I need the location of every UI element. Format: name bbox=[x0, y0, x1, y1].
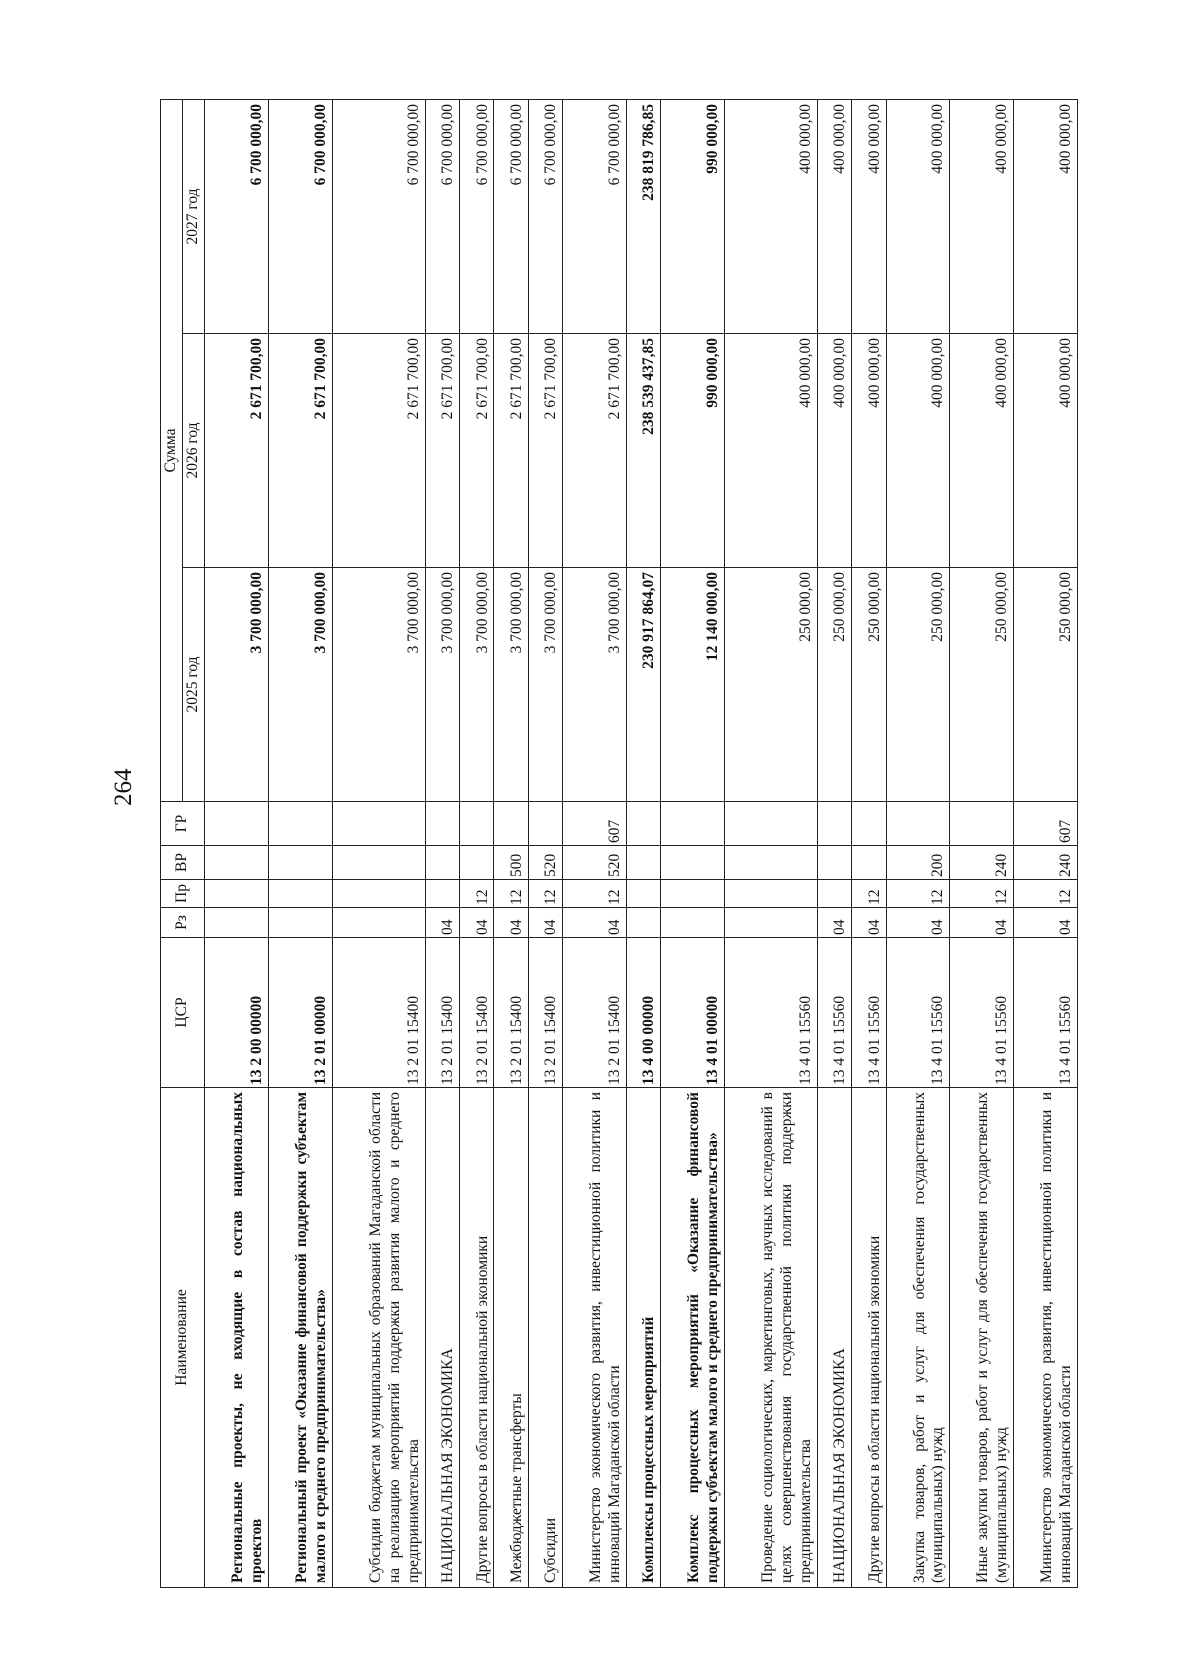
table-row bbox=[660, 99, 724, 1587]
budget-table-wrapper bbox=[160, 100, 1078, 1588]
row-pr-cell: 12 bbox=[886, 880, 950, 908]
row-2026-cell: 2 671 700,00 bbox=[494, 334, 528, 568]
row-pr-cell: 12 bbox=[528, 880, 562, 908]
row-pr-cell bbox=[425, 880, 459, 908]
row-gr-cell bbox=[205, 802, 269, 846]
row-csr-cell: 13 4 01 15560 bbox=[950, 938, 1014, 1088]
table-row bbox=[818, 99, 852, 1587]
row-vr-cell: 520 bbox=[528, 846, 562, 880]
row-pr-cell: 12 bbox=[950, 880, 1014, 908]
row-pr-cell bbox=[660, 880, 724, 908]
row-pr-cell: 12 bbox=[562, 880, 626, 908]
row-pr-cell bbox=[626, 880, 660, 908]
row-2025-cell: 250 000,00 bbox=[886, 568, 950, 802]
row-name-cell: Министерство экономического развития, инвестиционной политики и инноваций Магаданской области bbox=[1014, 1088, 1078, 1588]
row-gr-cell bbox=[852, 802, 886, 846]
row-name-cell: Министерство экономического развития, инвестиционной политики и инноваций Магаданской области bbox=[562, 1088, 626, 1588]
header-2027: 2027 год bbox=[183, 99, 205, 333]
row-vr-cell bbox=[660, 846, 724, 880]
row-gr-cell bbox=[268, 802, 332, 846]
row-name-cell: Закупка товаров, работ и услуг для обеспечения государственных (муниципальных) нужд bbox=[886, 1088, 950, 1588]
row-rz-cell: 04 bbox=[425, 908, 459, 938]
row-vr-cell: 240 bbox=[950, 846, 1014, 880]
row-2026-cell: 400 000,00 bbox=[1014, 334, 1078, 568]
table-row bbox=[852, 99, 886, 1587]
row-rz-cell: 04 bbox=[818, 908, 852, 938]
page-number: 264 bbox=[110, 768, 137, 806]
header-2026: 2026 год bbox=[183, 334, 205, 568]
row-2027-cell: 400 000,00 bbox=[818, 99, 852, 333]
row-vr-cell bbox=[425, 846, 459, 880]
row-csr-cell: 13 4 01 15560 bbox=[1014, 938, 1078, 1088]
row-name-cell: Комплексы процессных мероприятий bbox=[626, 1088, 660, 1588]
row-2026-cell: 990 000,00 bbox=[660, 334, 724, 568]
row-csr-cell: 13 2 01 15400 bbox=[332, 938, 425, 1088]
row-2026-cell: 400 000,00 bbox=[852, 334, 886, 568]
row-rz-cell bbox=[626, 908, 660, 938]
row-vr-cell: 520 bbox=[562, 846, 626, 880]
row-pr-cell bbox=[332, 880, 425, 908]
row-vr-cell bbox=[332, 846, 425, 880]
row-2025-cell: 3 700 000,00 bbox=[425, 568, 459, 802]
row-2025-cell: 250 000,00 bbox=[950, 568, 1014, 802]
row-csr-cell: 13 4 00 00000 bbox=[626, 938, 660, 1088]
row-gr-cell bbox=[332, 802, 425, 846]
row-2027-cell: 6 700 000,00 bbox=[205, 99, 269, 333]
row-gr-cell bbox=[950, 802, 1014, 846]
table-row bbox=[332, 99, 425, 1587]
row-name-cell: Другие вопросы в области национальной экономики bbox=[852, 1088, 886, 1588]
row-gr-cell bbox=[494, 802, 528, 846]
header-gr: ГР bbox=[161, 802, 205, 846]
row-rz-cell: 04 bbox=[950, 908, 1014, 938]
row-csr-cell: 13 2 01 15400 bbox=[425, 938, 459, 1088]
row-2026-cell: 400 000,00 bbox=[886, 334, 950, 568]
row-2025-cell: 250 000,00 bbox=[818, 568, 852, 802]
row-csr-cell: 13 4 01 15560 bbox=[818, 938, 852, 1088]
row-csr-cell: 13 4 01 00000 bbox=[660, 938, 724, 1088]
row-gr-cell bbox=[528, 802, 562, 846]
row-vr-cell bbox=[724, 846, 817, 880]
row-vr-cell: 500 bbox=[494, 846, 528, 880]
row-2027-cell: 400 000,00 bbox=[886, 99, 950, 333]
row-2025-cell: 3 700 000,00 bbox=[268, 568, 332, 802]
row-2027-cell: 6 700 000,00 bbox=[268, 99, 332, 333]
row-gr-cell bbox=[724, 802, 817, 846]
table-row bbox=[950, 99, 1014, 1587]
row-gr-cell bbox=[626, 802, 660, 846]
row-2026-cell: 400 000,00 bbox=[818, 334, 852, 568]
row-gr-cell bbox=[886, 802, 950, 846]
row-2027-cell: 6 700 000,00 bbox=[425, 99, 459, 333]
row-name-cell: Субсидии бюджетам муниципальных образований Магаданской области на реализацию мероприятий поддержки развития малого и среднего предпринимательства bbox=[332, 1088, 425, 1588]
row-2025-cell: 250 000,00 bbox=[852, 568, 886, 802]
row-vr-cell bbox=[268, 846, 332, 880]
table-row bbox=[626, 99, 660, 1587]
row-2027-cell: 6 700 000,00 bbox=[528, 99, 562, 333]
row-rz-cell bbox=[724, 908, 817, 938]
row-pr-cell: 12 bbox=[494, 880, 528, 908]
row-2026-cell: 2 671 700,00 bbox=[205, 334, 269, 568]
row-2025-cell: 3 700 000,00 bbox=[460, 568, 494, 802]
row-csr-cell: 13 2 01 15400 bbox=[562, 938, 626, 1088]
row-gr-cell: 607 bbox=[1014, 802, 1078, 846]
table-row bbox=[1014, 99, 1078, 1587]
row-name-cell: НАЦИОНАЛЬНАЯ ЭКОНОМИКА bbox=[425, 1088, 459, 1588]
table-row bbox=[425, 99, 459, 1587]
header-csr: ЦСР bbox=[161, 938, 205, 1088]
row-rz-cell: 04 bbox=[460, 908, 494, 938]
row-2026-cell: 2 671 700,00 bbox=[332, 334, 425, 568]
row-vr-cell bbox=[460, 846, 494, 880]
row-name-cell: Межбюджетные трансферты bbox=[494, 1088, 528, 1588]
row-csr-cell: 13 4 01 15560 bbox=[886, 938, 950, 1088]
table-row bbox=[562, 99, 626, 1587]
row-pr-cell bbox=[205, 880, 269, 908]
table-body bbox=[205, 99, 1078, 1587]
row-2027-cell: 400 000,00 bbox=[724, 99, 817, 333]
row-pr-cell bbox=[818, 880, 852, 908]
row-2027-cell: 238 819 786,85 bbox=[626, 99, 660, 333]
row-2027-cell: 6 700 000,00 bbox=[460, 99, 494, 333]
header-2025: 2025 год bbox=[183, 568, 205, 802]
row-2025-cell: 230 917 864,07 bbox=[626, 568, 660, 802]
row-gr-cell: 607 bbox=[562, 802, 626, 846]
row-name-cell: Субсидии bbox=[528, 1088, 562, 1588]
row-2026-cell: 2 671 700,00 bbox=[460, 334, 494, 568]
row-pr-cell: 12 bbox=[460, 880, 494, 908]
row-name-cell: Региональный проект «Оказание финансовой поддержки субъектам малого и среднего предпринимательства» bbox=[268, 1088, 332, 1588]
row-rz-cell: 04 bbox=[852, 908, 886, 938]
row-2026-cell: 2 671 700,00 bbox=[268, 334, 332, 568]
header-pr: Пр bbox=[161, 880, 205, 908]
table-row bbox=[494, 99, 528, 1587]
row-pr-cell bbox=[268, 880, 332, 908]
row-vr-cell bbox=[205, 846, 269, 880]
row-2026-cell: 2 671 700,00 bbox=[528, 334, 562, 568]
row-name-cell: Иные закупки товаров, работ и услуг для обеспечения государственных (муниципальных) нужд bbox=[950, 1088, 1014, 1588]
row-gr-cell bbox=[425, 802, 459, 846]
row-vr-cell: 200 bbox=[886, 846, 950, 880]
row-2025-cell: 3 700 000,00 bbox=[494, 568, 528, 802]
table-row bbox=[205, 99, 269, 1587]
row-rz-cell: 04 bbox=[1014, 908, 1078, 938]
row-2026-cell: 400 000,00 bbox=[950, 334, 1014, 568]
row-2025-cell: 250 000,00 bbox=[724, 568, 817, 802]
row-csr-cell: 13 2 01 15400 bbox=[528, 938, 562, 1088]
row-2027-cell: 400 000,00 bbox=[1014, 99, 1078, 333]
header-rz: Рз bbox=[161, 908, 205, 938]
row-2025-cell: 250 000,00 bbox=[1014, 568, 1078, 802]
table-row bbox=[268, 99, 332, 1587]
row-csr-cell: 13 2 01 00000 bbox=[268, 938, 332, 1088]
header-vr: ВР bbox=[161, 846, 205, 880]
row-csr-cell: 13 4 01 15560 bbox=[852, 938, 886, 1088]
row-gr-cell bbox=[660, 802, 724, 846]
row-rz-cell bbox=[205, 908, 269, 938]
row-vr-cell bbox=[852, 846, 886, 880]
row-csr-cell: 13 4 01 15560 bbox=[724, 938, 817, 1088]
row-rz-cell: 04 bbox=[494, 908, 528, 938]
row-rz-cell: 04 bbox=[562, 908, 626, 938]
row-2025-cell: 3 700 000,00 bbox=[562, 568, 626, 802]
row-pr-cell: 12 bbox=[852, 880, 886, 908]
row-2027-cell: 6 700 000,00 bbox=[562, 99, 626, 333]
row-2025-cell: 3 700 000,00 bbox=[205, 568, 269, 802]
row-2027-cell: 6 700 000,00 bbox=[332, 99, 425, 333]
row-2027-cell: 400 000,00 bbox=[852, 99, 886, 333]
row-rz-cell bbox=[660, 908, 724, 938]
row-name-cell: Комплекс процессных мероприятий «Оказание финансовой поддержки субъектам малого и среднего предпринимательства» bbox=[660, 1088, 724, 1588]
row-name-cell: Проведение социологических, маркетинговых, научных исследований в целях совершенствования государственной политики поддержки предпринимательства bbox=[724, 1088, 817, 1588]
row-2026-cell: 400 000,00 bbox=[724, 334, 817, 568]
table-row bbox=[886, 99, 950, 1587]
row-2026-cell: 238 539 437,85 bbox=[626, 334, 660, 568]
row-pr-cell: 12 bbox=[1014, 880, 1078, 908]
row-2027-cell: 990 000,00 bbox=[660, 99, 724, 333]
row-2025-cell: 12 140 000,00 bbox=[660, 568, 724, 802]
row-rz-cell: 04 bbox=[886, 908, 950, 938]
row-2027-cell: 400 000,00 bbox=[950, 99, 1014, 333]
budget-table bbox=[160, 99, 1078, 1588]
row-name-cell: Региональные проекты, не входящие в состав национальных проектов bbox=[205, 1088, 269, 1588]
row-csr-cell: 13 2 00 00000 bbox=[205, 938, 269, 1088]
row-vr-cell bbox=[626, 846, 660, 880]
row-vr-cell bbox=[818, 846, 852, 880]
row-rz-cell: 04 bbox=[528, 908, 562, 938]
row-2026-cell: 2 671 700,00 bbox=[425, 334, 459, 568]
row-csr-cell: 13 2 01 15400 bbox=[494, 938, 528, 1088]
row-gr-cell bbox=[818, 802, 852, 846]
row-vr-cell: 240 bbox=[1014, 846, 1078, 880]
row-rz-cell bbox=[332, 908, 425, 938]
row-csr-cell: 13 2 01 15400 bbox=[460, 938, 494, 1088]
row-name-cell: НАЦИОНАЛЬНАЯ ЭКОНОМИКА bbox=[818, 1088, 852, 1588]
row-name-cell: Другие вопросы в области национальной экономики bbox=[460, 1088, 494, 1588]
header-name: Наименование bbox=[161, 1088, 205, 1588]
table-row bbox=[460, 99, 494, 1587]
row-rz-cell bbox=[268, 908, 332, 938]
header-sum: Сумма bbox=[161, 99, 183, 801]
row-2026-cell: 2 671 700,00 bbox=[562, 334, 626, 568]
row-2025-cell: 3 700 000,00 bbox=[332, 568, 425, 802]
table-row bbox=[528, 99, 562, 1587]
row-pr-cell bbox=[724, 880, 817, 908]
row-2027-cell: 6 700 000,00 bbox=[494, 99, 528, 333]
row-2025-cell: 3 700 000,00 bbox=[528, 568, 562, 802]
table-row bbox=[724, 99, 817, 1587]
row-gr-cell bbox=[460, 802, 494, 846]
